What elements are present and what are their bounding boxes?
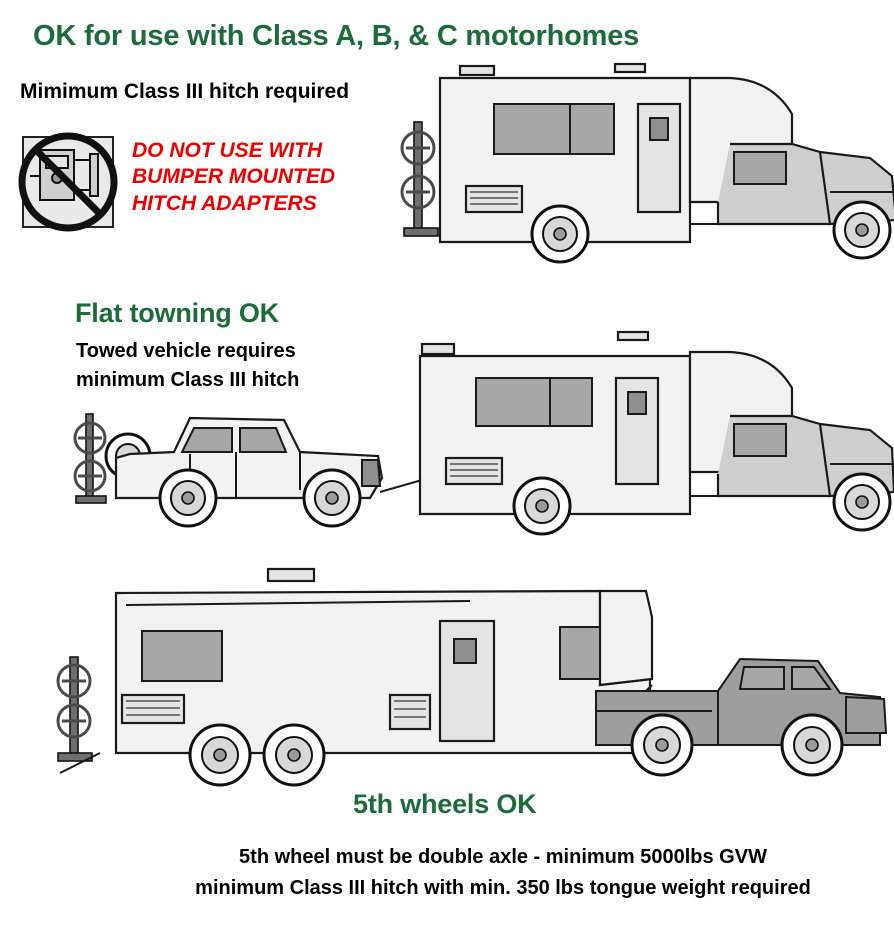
warning-line-1: DO NOT USE WITH xyxy=(132,139,323,162)
motorhome-illustration-2 xyxy=(404,322,894,538)
section-subtitle-fifth-wheels xyxy=(118,842,888,904)
fifth-wheel-line-2: minimum Class III hitch with min. 350 lbs tongue weight required xyxy=(195,877,811,899)
bumper-hitch-warning xyxy=(132,138,402,217)
hitch-bike-rack-icon xyxy=(75,414,106,503)
section-title-motorhomes: OK for use with Class A, B, & C motorhomes xyxy=(33,20,640,52)
prohibition-symbol-icon xyxy=(16,130,120,234)
towed-jeep-illustration xyxy=(70,398,420,538)
section-title-fifth-wheels: 5th wheels OK xyxy=(353,789,537,819)
warning-line-2: BUMPER MOUNTED xyxy=(132,165,335,189)
section-title-flat-towing: Flat towning OK xyxy=(75,298,279,328)
no-bumper-hitch-adapter-icon xyxy=(16,130,120,234)
fifth-wheel-line-1: 5th wheel must be double axle - minimum 5000lbs GVW xyxy=(239,846,767,868)
section-subtitle-motorhomes: Mimimum Class III hitch required xyxy=(20,80,350,103)
flat-towing-line-2: minimum Class III hitch xyxy=(76,369,300,391)
warning-line-3: HITCH ADAPTERS xyxy=(132,191,317,215)
hitch-bike-rack-icon xyxy=(402,122,438,236)
section-subtitle-flat-towing xyxy=(76,337,396,395)
hitch-bike-rack-icon xyxy=(58,657,92,761)
flat-towing-line-1: Towed vehicle requires xyxy=(76,340,296,362)
class-c-motorhome-illustration xyxy=(400,52,894,264)
fifth-wheel-illustration xyxy=(40,565,890,790)
